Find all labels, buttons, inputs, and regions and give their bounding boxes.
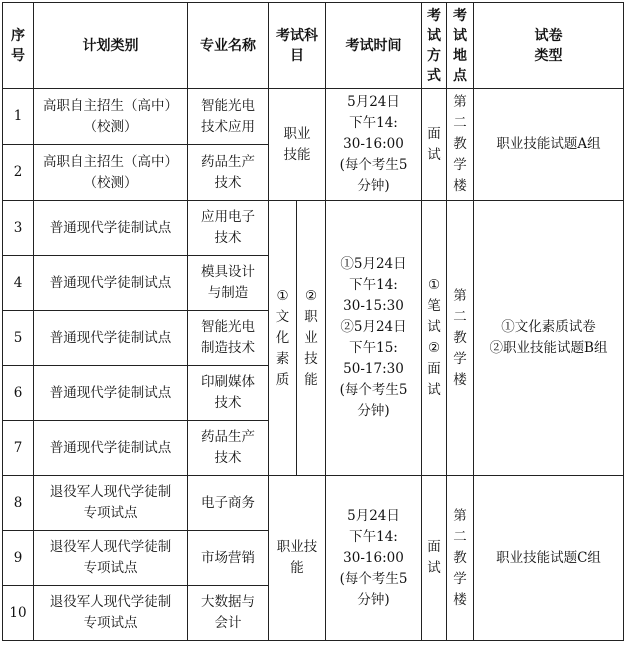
group-b-subject-skill: ② 职 业 技 能 <box>297 201 326 476</box>
header-row <box>3 3 624 89</box>
row-major: 应用电子 技术 <box>188 201 269 256</box>
group-a-paper: 职业技能试题A组 <box>474 89 624 201</box>
row-index: 4 <box>3 256 34 311</box>
group-a-location: 第 二 教 学 楼 <box>447 89 474 201</box>
group-a-time: 5月24日 下午14: 30-16:00 (每个考生5 分钟) <box>326 89 422 201</box>
group-c-time: 5月24日 下午14: 30-16:00 (每个考生5 分钟) <box>326 476 422 641</box>
group-b-location: 第 二 教 学 楼 <box>447 201 474 476</box>
row-major: 大数据与 会计 <box>188 586 269 641</box>
row-plan-type: 普通现代学徒制试点 <box>34 256 188 311</box>
group-b-paper: ①文化素质试卷 ②职业技能试题B组 <box>474 201 624 476</box>
row-major: 印刷媒体 技术 <box>188 366 269 421</box>
group-b-subject-culture: ① 文 化 素 质 <box>269 201 297 476</box>
exam-schedule-table <box>2 2 624 641</box>
row-plan-type: 退役军人现代学徒制 专项试点 <box>34 531 188 586</box>
row-major: 药品生产 技术 <box>188 421 269 476</box>
header-major: 专业名称 <box>188 3 269 89</box>
group-b-time: ①5月24日 下午14: 30-15:30 ②5月24日 下午15: 50-17:30 (每个考生5 分钟) <box>326 201 422 476</box>
row-plan-type: 普通现代学徒制试点 <box>34 311 188 366</box>
table-row <box>3 476 624 531</box>
row-major: 智能光电 技术应用 <box>188 89 269 145</box>
row-plan-type: 普通现代学徒制试点 <box>34 421 188 476</box>
table-row <box>3 89 624 145</box>
row-major: 智能光电 制造技术 <box>188 311 269 366</box>
group-c-location: 第 二 教 学 楼 <box>447 476 474 641</box>
row-plan-type: 退役军人现代学徒制 专项试点 <box>34 586 188 641</box>
row-index: 9 <box>3 531 34 586</box>
row-major: 电子商务 <box>188 476 269 531</box>
table-row <box>3 201 624 256</box>
header-paper-type: 试卷 类型 <box>474 3 624 89</box>
header-location: 考 试 地 点 <box>447 3 474 89</box>
row-index: 1 <box>3 89 34 145</box>
header-method: 考 试 方 式 <box>422 3 447 89</box>
row-plan-type: 普通现代学徒制试点 <box>34 366 188 421</box>
group-c-subject: 职业技 能 <box>269 476 326 641</box>
row-plan-type: 普通现代学徒制试点 <box>34 201 188 256</box>
group-b-method: ① 笔 试 ② 面 试 <box>422 201 447 476</box>
row-index: 6 <box>3 366 34 421</box>
group-a-method: 面 试 <box>422 89 447 201</box>
row-plan-type: 高职自主招生（高中） （校测） <box>34 89 188 145</box>
header-plan-type: 计划类别 <box>34 3 188 89</box>
row-index: 10 <box>3 586 34 641</box>
group-a-subject: 职业 技能 <box>269 89 326 201</box>
row-plan-type: 高职自主招生（高中） （校测） <box>34 145 188 201</box>
group-c-paper: 职业技能试题C组 <box>474 476 624 641</box>
group-c-method: 面 试 <box>422 476 447 641</box>
row-plan-type: 退役军人现代学徒制 专项试点 <box>34 476 188 531</box>
row-index: 8 <box>3 476 34 531</box>
header-subject: 考试科 目 <box>269 3 326 89</box>
row-major: 模具设计 与制造 <box>188 256 269 311</box>
row-index: 5 <box>3 311 34 366</box>
row-major: 药品生产 技术 <box>188 145 269 201</box>
header-index: 序 号 <box>3 3 34 89</box>
row-index: 2 <box>3 145 34 201</box>
row-index: 7 <box>3 421 34 476</box>
header-time: 考试时间 <box>326 3 422 89</box>
row-major: 市场营销 <box>188 531 269 586</box>
row-index: 3 <box>3 201 34 256</box>
